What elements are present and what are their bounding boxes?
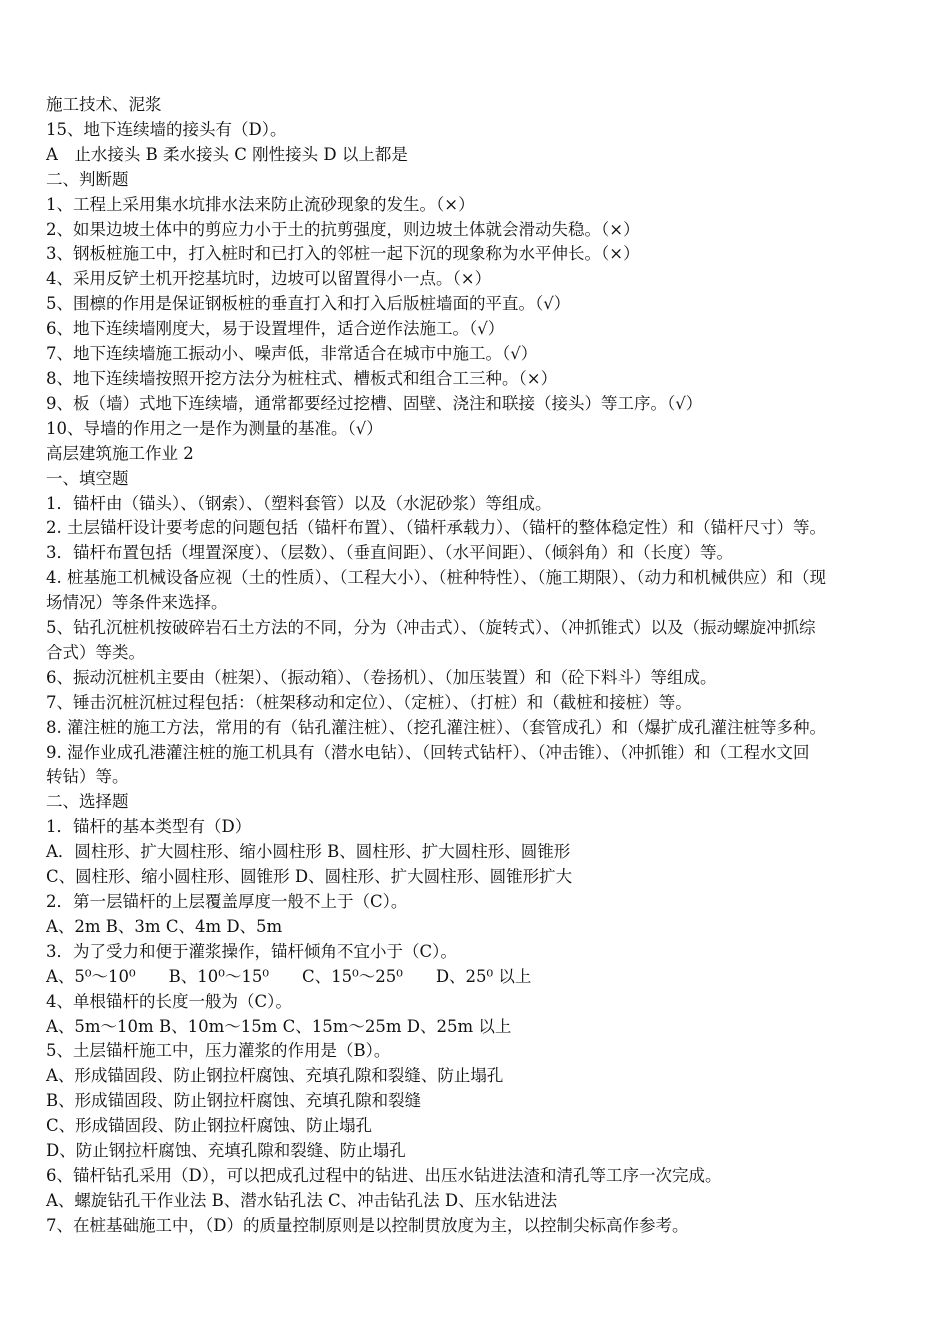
text-line: 1．锚杆的基本类型有（D） (46, 817, 252, 837)
text-line: A、5⁰～10⁰ B、10⁰～15⁰ C、15⁰～25⁰ D、25⁰ 以上 (46, 966, 532, 986)
text-line: A、2m B、3m C、4m D、5m (46, 916, 283, 936)
text-line: 5、土层锚杆施工中，压力灌浆的作用是（B）。 (46, 1041, 391, 1061)
text-line: A 止水接头 B 柔水接头 C 刚性接头 D 以上都是 (46, 144, 408, 164)
text-line: 2．第一层锚杆的上层覆盖厚度一般不上于（C）。 (46, 892, 408, 911)
text-line: 6、锚杆钻孔采用（D），可以把成孔过程中的钻进、出压水钻进法渣和清孔等工序一次完成。 (46, 1165, 722, 1185)
text-line: 高层建筑施工作业 2 (46, 443, 194, 463)
text-line: A、5m～10m B、10m～15m C、15m～25m D、25m 以上 (46, 1016, 512, 1036)
text-line: 转钻）等。 (46, 767, 129, 787)
text-line: 3．锚杆布置包括（埋置深度）、（层数）、（垂直间距）、（水平间距）、（倾斜角）和（长度）等。 (46, 543, 733, 563)
text-line: A、螺旋钻孔干作业法 B、潜水钻孔法 C、冲击钻孔法 D、压水钻进法 (46, 1190, 558, 1210)
text-line: 4、单根锚杆的长度一般为（C）。 (46, 991, 292, 1011)
text-line: C、圆柱形、缩小圆柱形、圆锥形 D、圆柱形、扩大圆柱形、圆锥形扩大 (46, 867, 573, 887)
text-line: 3．为了受力和便于灌浆操作，锚杆倾角不宜小于（C）。 (46, 941, 457, 961)
text-line: 一、填空题 (46, 468, 129, 488)
text-line: 5、钻孔沉桩机按破碎岩石土方法的不同，分为（冲击式）、（旋转式）、（冲抓锥式）以及（振动螺旋冲抓综 (46, 618, 816, 638)
text-line: 2、如果边坡土体中的剪应力小于土的抗剪强度，则边坡土体就会滑动失稳。（×） (46, 219, 640, 239)
text-line: 1、工程上采用集水坑排水法来防止流砂现象的发生。（×） (46, 194, 475, 214)
text-line: 二、选择题 (46, 792, 129, 812)
text-line: A．圆柱形、扩大圆柱形、缩小圆柱形 B、圆柱形、扩大圆柱形、圆锥形 (46, 842, 571, 862)
text-line: 8、地下连续墙按照开挖方法分为桩柱式、槽板式和组合工三种。（×） (46, 368, 558, 388)
text-line: 1．锚杆由（锚头）、（钢索）、（塑料套管）以及（水泥砂浆）等组成。 (46, 493, 552, 513)
text-line: 10、导墙的作用之一是作为测量的基准。（√） (46, 418, 383, 438)
text-line: 8. 灌注桩的施工方法，常用的有（钻孔灌注桩）、（挖孔灌注桩）、（套管成孔）和（爆扩成孔灌注桩等多种。 (46, 717, 826, 737)
text-line: D、防止钢拉杆腐蚀、充填孔隙和裂缝、防止塌孔 (46, 1141, 406, 1161)
text-line: C、形成锚固段、防止钢拉杆腐蚀、防止塌孔 (46, 1116, 373, 1136)
text-line: 7、在桩基础施工中，（D）的质量控制原则是以控制贯放度为主，以控制尖标高作参考。 (46, 1215, 689, 1235)
text-line: 6、振动沉桩机主要由（桩架）、（振动箱）、（卷扬机）、（加压装置）和（砼下料斗）等组成。 (46, 667, 717, 687)
text-line: 9. 湿作业成孔港灌注桩的施工机具有（潜水电钻）、（回转式钻杆）、（冲击锥）、（冲抓锥）和（工程水文回 (46, 742, 810, 762)
text-line: 4、采用反铲土机开挖基坑时，边坡可以留置得小一点。（×） (46, 269, 492, 289)
text-line: 6、地下连续墙刚度大，易于设置埋件，适合逆作法施工。（√） (46, 319, 505, 339)
text-line: 场情况）等条件来选择。 (46, 593, 228, 613)
text-line: 7、锤击沉桩沉桩过程包括：（桩架移动和定位）、（定桩）、（打桩）和（截桩和接桩）等。 (46, 692, 692, 712)
text-line: B、形成锚固段、防止钢拉杆腐蚀、充填孔隙和裂缝 (46, 1091, 422, 1111)
text-line: 合式）等类。 (46, 642, 145, 662)
document-page (46, 93, 916, 1239)
text-line: A、形成锚固段、防止钢拉杆腐蚀、充填孔隙和裂缝、防止塌孔 (46, 1066, 504, 1086)
text-line: 二、判断题 (46, 169, 129, 189)
text-line: 3、钢板桩施工中，打入桩时和已打入的邻桩一起下沉的现象称为水平伸长。（×） (46, 244, 640, 264)
text-line: 7、地下连续墙施工振动小、噪声低，非常适合在城市中施工。（√） (46, 344, 538, 364)
text-line: 15、地下连续墙的接头有（D）。 (46, 119, 287, 139)
text-line: 9、板（墙）式地下连续墙，通常都要经过挖槽、固壁、浇注和联接（接头）等工序。（√） (46, 393, 703, 413)
text-line: 2. 土层锚杆设计要考虑的问题包括（锚杆布置）、（锚杆承载力）、（锚杆的整体稳定性）和（锚杆尺寸）等。 (46, 518, 826, 538)
text-line: 施工技术、泥浆 (46, 95, 162, 114)
text-line: 5、围檩的作用是保证钢板桩的垂直打入和打入后版桩墙面的平直。（√） (46, 294, 571, 314)
text-line: 4. 桩基施工机械设备应视（土的性质）、（工程大小）、（桩种特性）、（施工期限）、（动力和机械供应）和（现 (46, 568, 826, 588)
